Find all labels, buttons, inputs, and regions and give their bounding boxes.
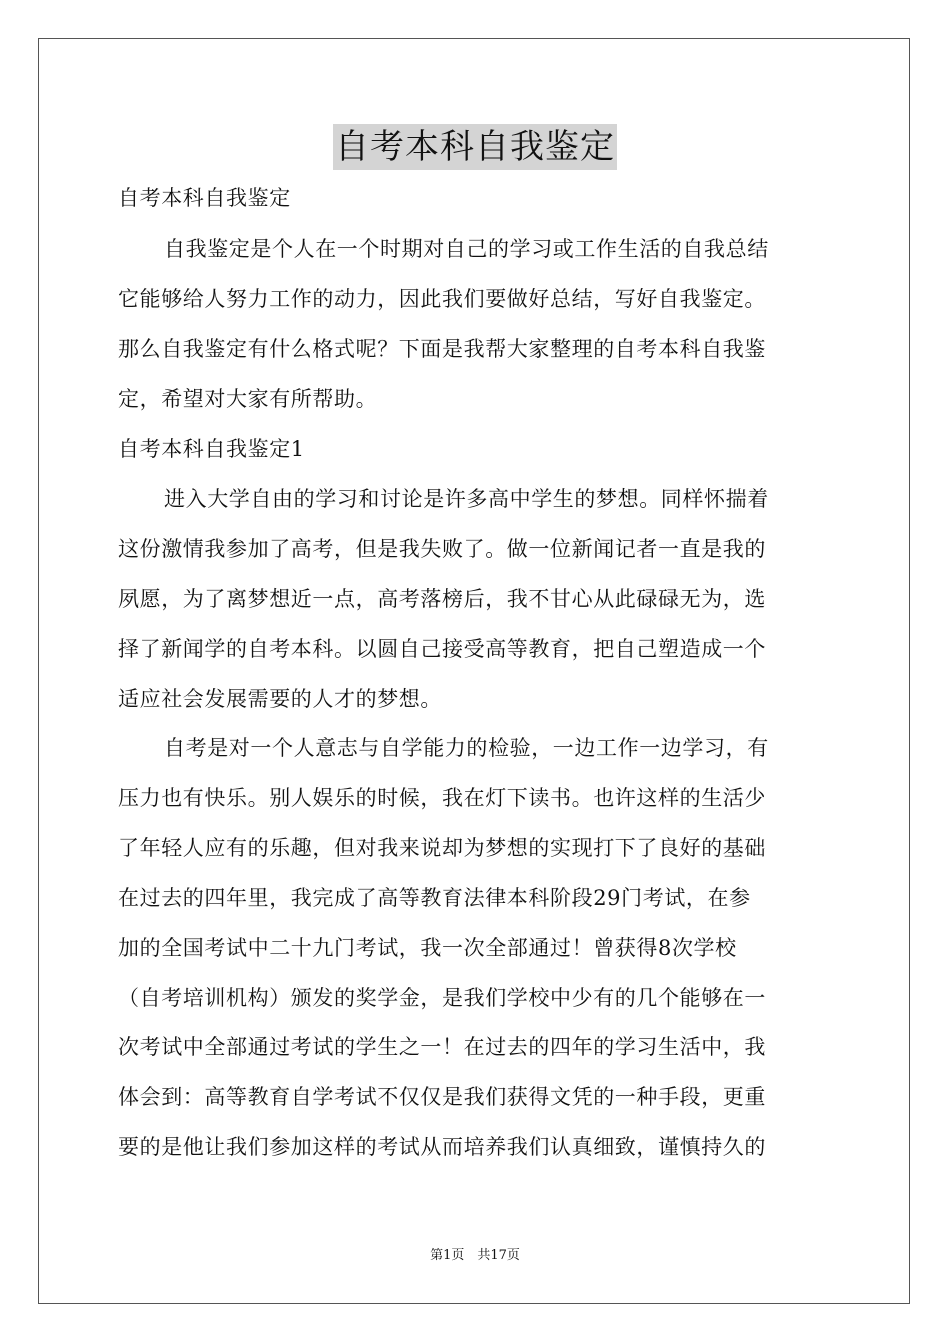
body-line: 择了新闻学的自考本科。以圆自己接受高等教育，把自己塑造成一个 bbox=[118, 637, 766, 661]
subtitle-line: 自考本科自我鉴定 bbox=[118, 186, 291, 210]
page-border bbox=[38, 38, 910, 1304]
body-line: 定，希望对大家有所帮助。 bbox=[118, 387, 378, 411]
body-line: 压力也有快乐。别人娱乐的时候，我在灯下读书。也许这样的生活少 bbox=[118, 786, 766, 810]
body-line: 它能够给人努力工作的动力，因此我们要做好总结，写好自我鉴定。 bbox=[118, 287, 766, 311]
page-number-footer: 第1页 共17页 bbox=[430, 1248, 520, 1263]
body-line: 体会到：高等教育自学考试不仅仅是我们获得文凭的一种手段，更重 bbox=[118, 1085, 766, 1109]
body-line: 自考是对一个人意志与自学能力的检验，一边工作一边学习，有 bbox=[164, 736, 769, 760]
body-line: 夙愿，为了离梦想近一点，高考落榜后，我不甘心从此碌碌无为，选 bbox=[118, 587, 766, 611]
body-line: 这份激情我参加了高考，但是我失败了。做一位新闻记者一直是我的 bbox=[118, 537, 766, 561]
document-title: 自考本科自我鉴定 bbox=[333, 124, 617, 170]
body-line: 了年轻人应有的乐趣，但对我来说却为梦想的实现打下了良好的基础 bbox=[118, 836, 766, 860]
body-line: （自考培训机构）颁发的奖学金，是我们学校中少有的几个能够在一 bbox=[118, 986, 766, 1010]
body-line: 那么自我鉴定有什么格式呢？下面是我帮大家整理的自考本科自我鉴 bbox=[118, 337, 766, 361]
title-container bbox=[0, 124, 950, 170]
body-line: 自我鉴定是个人在一个时期对自己的学习或工作生活的自我总结 bbox=[164, 237, 769, 261]
section-heading: 自考本科自我鉴定1 bbox=[118, 437, 305, 461]
body-line: 要的是他让我们参加这样的考试从而培养我们认真细致，谨慎持久的 bbox=[118, 1135, 766, 1159]
body-line: 适应社会发展需要的人才的梦想。 bbox=[118, 687, 442, 711]
body-line: 次考试中全部通过考试的学生之一！在过去的四年的学习生活中，我 bbox=[118, 1035, 766, 1059]
body-line: 在过去的四年里，我完成了高等教育法律本科阶段29门考试，在参 bbox=[118, 886, 751, 910]
body-line: 加的全国考试中二十九门考试，我一次全部通过！曾获得8次学校 bbox=[118, 936, 737, 960]
body-line: 进入大学自由的学习和讨论是许多高中学生的梦想。同样怀揣着 bbox=[164, 487, 769, 511]
